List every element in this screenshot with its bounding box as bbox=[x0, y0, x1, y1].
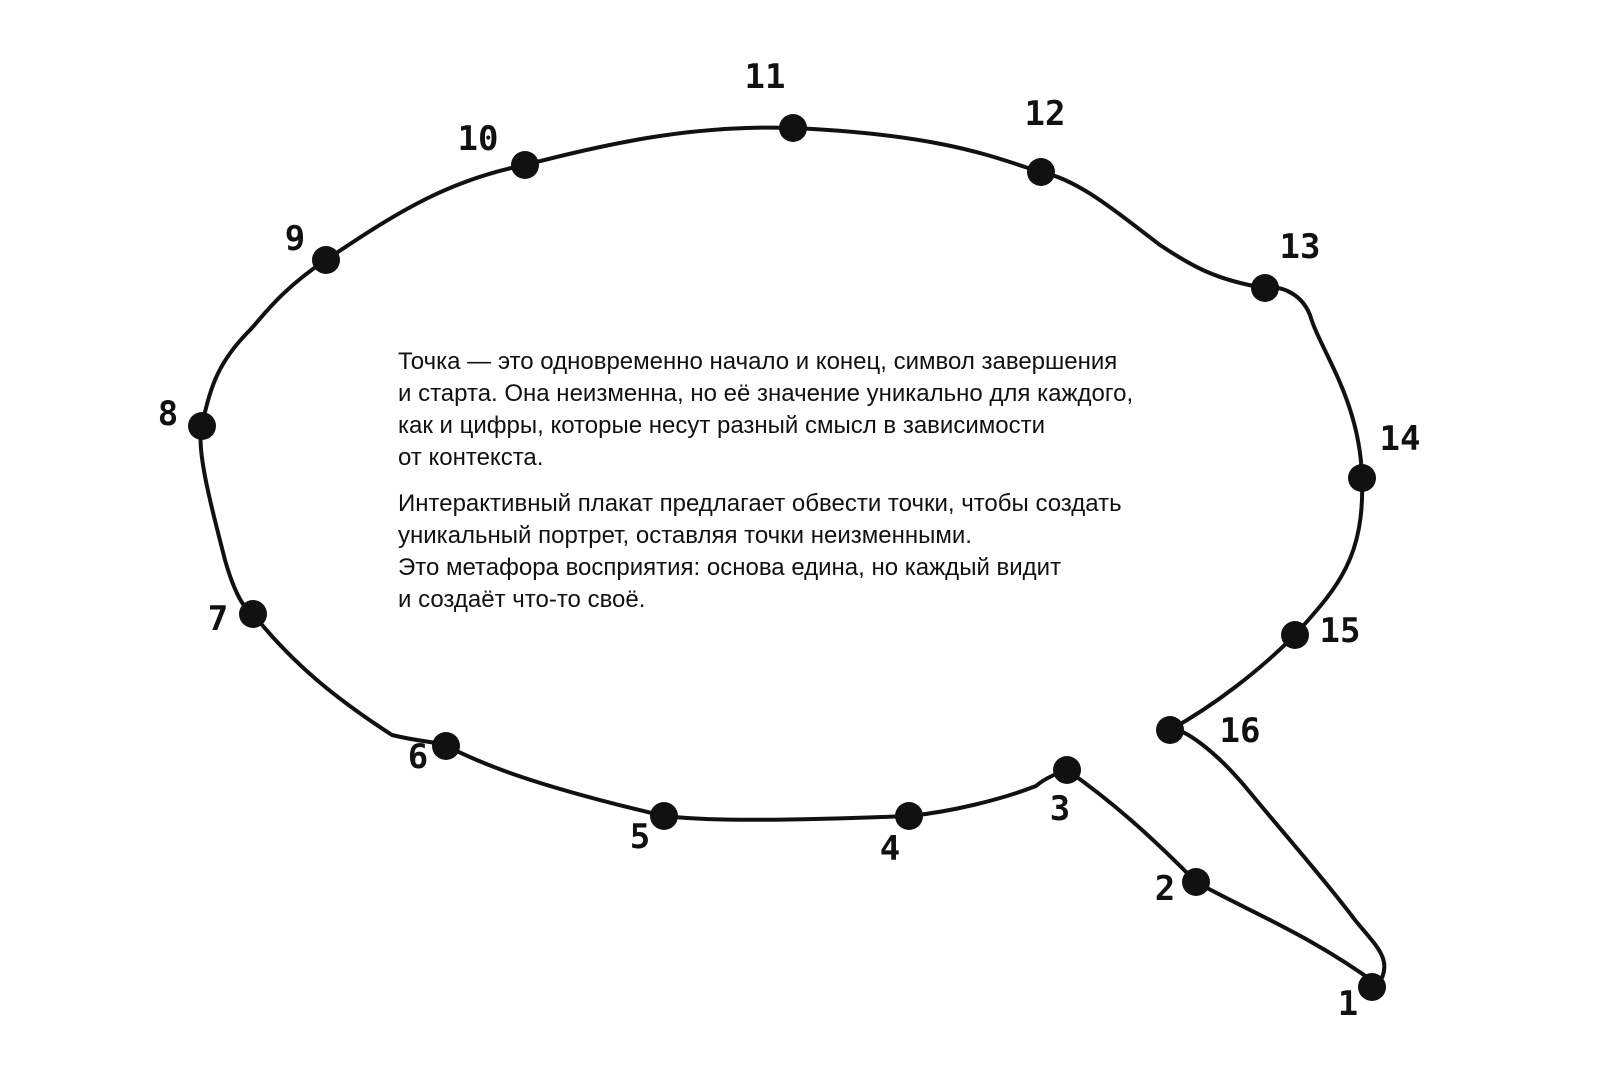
dot-7[interactable] bbox=[239, 600, 267, 628]
dot-label-13: 13 bbox=[1279, 227, 1321, 267]
dot-1[interactable] bbox=[1358, 973, 1386, 1001]
dot-14[interactable] bbox=[1348, 464, 1376, 492]
dot-label-14: 14 bbox=[1379, 419, 1421, 459]
dot-12[interactable] bbox=[1027, 158, 1055, 186]
paragraph-intro: Точка — это одновременно начало и конец, символ завершения и старта. Она неизменна, но её значение уникально для каждого, как и цифры, которые несут разный смысл в зависимости от контекста. bbox=[398, 348, 1134, 471]
dot-11[interactable] bbox=[779, 114, 807, 142]
dot-label-8: 8 bbox=[157, 394, 179, 434]
dot-16[interactable] bbox=[1156, 716, 1184, 744]
poster-text bbox=[398, 346, 1218, 630]
dot-8[interactable] bbox=[188, 412, 216, 440]
dot-3[interactable] bbox=[1053, 756, 1081, 784]
dot-label-6: 6 bbox=[407, 737, 429, 777]
dot-label-5: 5 bbox=[629, 817, 651, 857]
dot-label-11: 11 bbox=[744, 57, 786, 97]
dot-label-3: 3 bbox=[1049, 789, 1071, 829]
dot-10[interactable] bbox=[511, 151, 539, 179]
dot-label-9: 9 bbox=[284, 219, 306, 259]
dot-6[interactable] bbox=[432, 732, 460, 760]
dot-5[interactable] bbox=[650, 802, 678, 830]
dot-label-4: 4 bbox=[879, 829, 901, 869]
dot-4[interactable] bbox=[895, 802, 923, 830]
dot-label-2: 2 bbox=[1154, 869, 1176, 909]
dot-13[interactable] bbox=[1251, 274, 1279, 302]
dot-label-7: 7 bbox=[207, 599, 229, 639]
dot-15[interactable] bbox=[1281, 621, 1309, 649]
paragraph-interactive: Интерактивный плакат предлагает обвести точки, чтобы создать уникальный портрет, оставляя точки неизменными. Это метафора восприятия: основа едина, но каждый видит и создаёт что-то своё. bbox=[398, 490, 1122, 613]
dot-label-16: 16 bbox=[1219, 711, 1261, 751]
dot-9[interactable] bbox=[312, 246, 340, 274]
dot-label-12: 12 bbox=[1024, 94, 1066, 134]
dot-2[interactable] bbox=[1182, 868, 1210, 896]
dot-label-10: 10 bbox=[457, 119, 499, 159]
dot-label-15: 15 bbox=[1319, 611, 1361, 651]
dot-label-1: 1 bbox=[1337, 984, 1359, 1024]
